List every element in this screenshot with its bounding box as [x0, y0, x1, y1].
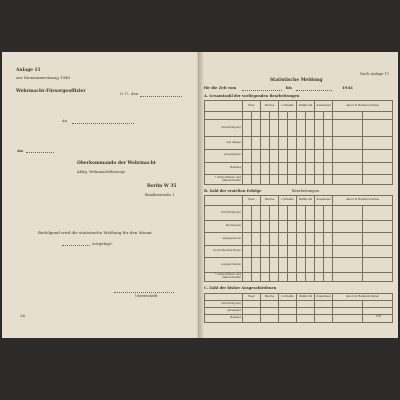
table-b-row-4: in den Berufsschulen: [205, 245, 243, 257]
table-c-row-2: unbekannt: [205, 308, 243, 315]
annex-reference-right: Nach Anlage 11: [360, 72, 390, 76]
col-waffen-ss-b: Waffen-SS: [297, 196, 315, 206]
page-number-right: 59: [376, 313, 382, 318]
table-c: [204, 293, 393, 323]
recipient-group: Oberkommando der Wehrmacht: [77, 161, 156, 166]
col-luftwaffe-c: Luftwaffe: [279, 294, 297, 301]
table-a: [204, 100, 393, 185]
col-heer-c: Heer: [243, 294, 261, 301]
to-label: An: [62, 119, 67, 123]
to-prefix: An: [17, 148, 24, 153]
closing-word: vorgelegt.: [92, 241, 113, 246]
closing-text: Beifolgend wird die statistische Meldung für den Monat: [38, 230, 152, 235]
col-marine: Marine: [261, 101, 279, 112]
table-a-row-3: eingegangen: [205, 149, 243, 162]
book-gutter: [196, 52, 204, 338]
col-zusammen: Zusammen: [315, 101, 333, 112]
office-title: Wehrmacht-Fürsorgeoffizier: [16, 89, 86, 94]
period-from-line: [242, 90, 282, 91]
col-marine-b: Marine: [261, 196, 279, 206]
col-zusammen-b: Zusammen: [315, 196, 333, 206]
col-heer-b: Heer: [243, 196, 261, 206]
recipient-unit: Abtlg. Wehrmachtfürsorge: [77, 170, 126, 174]
period-to-line: [296, 90, 332, 91]
left-page: [2, 52, 199, 338]
signature-label: Unterschrift: [135, 294, 158, 298]
col-last-c: davon in Heimat-Schulen: [333, 294, 393, 301]
col-last-b: davon in Heimat-Schulen: [333, 196, 393, 206]
table-a-row-2: aus Anlage: [205, 137, 243, 150]
table-b-row-2: überwiesen: [205, 220, 243, 232]
table-a-corner: [205, 101, 243, 112]
table-a-footnote: * Unteroffiziere und Mannschaften: [205, 175, 243, 185]
table-a-row-4: Bestand: [205, 162, 243, 175]
open-book: [2, 52, 398, 338]
recipient-city: Berlin W 35: [147, 184, 177, 189]
period-mid: bis: [286, 86, 292, 90]
annex-label: Anlage 11: [16, 68, 41, 73]
table-b-row-1: Unterbringung: [205, 206, 243, 221]
to-prefix-line: [26, 152, 54, 153]
section-a-title: A. Gesamtzahl der vorliegenden Bearbeitungen: [204, 94, 300, 98]
report-title: Statistische Meldung: [270, 78, 323, 83]
col-heer: Heer: [243, 101, 261, 112]
section-b-note: Bearbeitungen: [292, 189, 320, 193]
col-luftwaffe: Luftwaffe: [279, 101, 297, 112]
col-zusammen-c: Zusammen: [315, 294, 333, 301]
signature-line: [114, 292, 174, 293]
col-waffen-ss-c: Waffen-SS: [297, 294, 315, 301]
col-marine-c: Marine: [261, 294, 279, 301]
table-b-footnote: * Unteroffiziere und Mannschaften: [205, 272, 243, 281]
place-date-line: [140, 96, 182, 97]
col-luftwaffe-b: Luftwaffe: [279, 196, 297, 206]
section-b-title: B. Zahl der erzielten Erfolge: [204, 189, 262, 193]
annex-reference: zur Dienstanweisung 1940: [16, 75, 71, 80]
place-date-label: O. U., den: [120, 92, 138, 96]
table-c-row-1: Unterbringung: [205, 301, 243, 308]
table-b: [204, 195, 393, 282]
table-b-row-3: abgegeben an: [205, 233, 243, 245]
recipient-street: Bendlerstraße 1: [145, 193, 175, 197]
table-a-row-1: Unterbringung: [205, 120, 243, 137]
table-c-row-3: Bestand: [205, 315, 243, 323]
section-c-title: C. Zahl der bisher Ausgeschiedenen: [204, 286, 277, 290]
period-prefix: für die Zeit vom: [204, 86, 237, 90]
col-waffen-ss: Waffen-SS: [297, 101, 315, 112]
month-line: [62, 245, 90, 246]
page-number-left: 26: [20, 313, 26, 318]
right-page: [200, 52, 398, 338]
to-line: [72, 123, 134, 124]
table-b-row-5: Ausgeschieden: [205, 258, 243, 273]
period-year: 1941: [342, 85, 354, 90]
col-last: davon in Heimat-Schulen: [333, 101, 393, 112]
